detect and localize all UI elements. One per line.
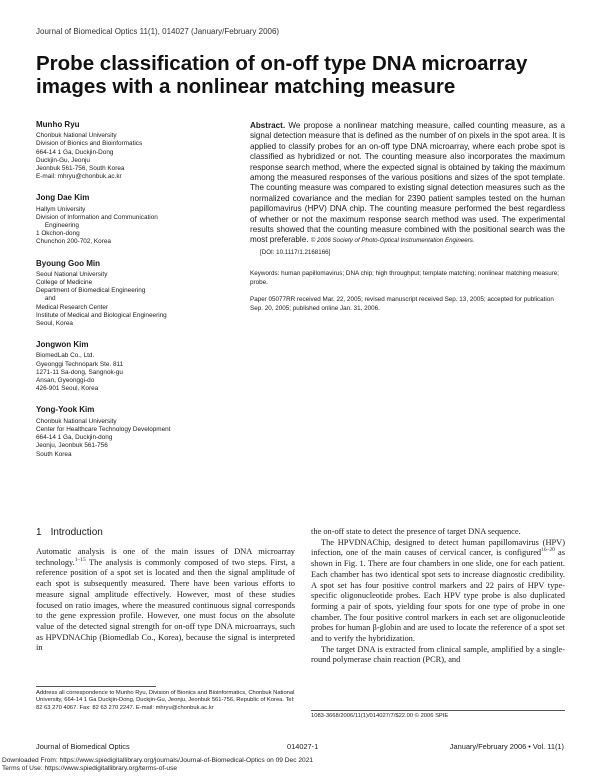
footer-issue: January/February 2006 • Vol. 11(1)	[449, 742, 564, 751]
text-run: The HPVDNAChip, designed to detect human papillomavirus (HPV) infection, one of the main causes of cervical cancer, is configured	[311, 537, 565, 558]
issn-line: 1083-3668/2006/11(1)/014027/7/$22.00 © 2006 SPIE	[311, 713, 449, 719]
affiliation-line: Seoul National University	[36, 270, 108, 278]
affiliation-line: South Korea	[36, 450, 72, 458]
footer-journal: Journal of Biomedical Optics	[36, 742, 130, 751]
text-run: as shown in Fig. 1. There are four chambers in one slide, one for each patient. Each chamber has two identical spot sets to increase diagnostic credibility. A spot set has four positive control markers and 22 pairs of HPV type-specific oligonucleotide probes. Each HPV type probe is also duplicated forming a pair of spots, yielding four spots for one type of probe in one chamber. The four positive control markers in each set are oligonucleotide probes for human β-globin and are used to locate the reference of a spot set and to verify the hybridization.	[311, 548, 565, 644]
author-block	[36, 194, 256, 246]
affiliation-line: Division of Information and Communication	[36, 213, 158, 221]
body-column-right	[311, 527, 565, 666]
affiliation-line: Division of Bionics and Bioinformatics	[36, 140, 143, 148]
abstract-text: We propose a nonlinear matching measure, called counting measure, as a signal detection measure that is defined as the number of on pixels in the spot area. It is applied to classify probes for an on-off type DNA microarray, where each probe spot is classified as hybridized or not. The counting measure also incorporates the maximum response search method, where the expected signal is obtained by taking the maximum among the measured responses of the various positions and sizes of the spot template. The counting measure was compared to existing signal detection measures such as the normalized covariance and the median for 2390 patient samples tested on the human papillomavirus (HPV) DNA chip. The counting measure performed the best regardless of whether or not the maximum response search method was used. The experimental results showed that the counting measure combined with the positional search was the most preferable.	[250, 121, 565, 245]
affiliation-line: 1271-11 Sa-dong, Sangnok-gu	[36, 368, 123, 376]
correspondence-footnote: Address all correspondence to Munho Ryu, Division of Bionics and Bioinformatics, Chonbuk National University, 664-14 1 Ga Duckjin-Dong, Duckjin-Gu, Jeonju, Jeonbuk 561-756, Republic of Korea. Tel: 82 63 270 4067. Fax: 82 63 270 2247. E-mail: mhryu@chonbuk.ac.kr	[36, 690, 295, 711]
text-run: Automatic analysis is one of the main issues of DNA microarray technology.	[36, 547, 295, 567]
paper-history: Paper 05077RR received Mar. 22, 2005; revised manuscript received Sep. 13, 2005; accepted for publication Sep. 20, 2005; published online Jan. 31, 2006.	[250, 296, 554, 312]
affiliation-line: Engineering	[36, 222, 79, 230]
citation-ref[interactable]: 16–20	[541, 547, 555, 554]
footer-page-id: 014027-1	[287, 742, 319, 751]
author-block	[36, 341, 256, 393]
affiliation-line: Gyeonggi Technopark Ste. 811	[36, 360, 124, 368]
abstract-label: Abstract.	[250, 121, 286, 130]
affiliation-line: BiomedLab Co., Ltd.	[36, 352, 95, 360]
download-notice	[2, 757, 313, 773]
text-run: The analysis is commonly composed of two steps. First, a reference position of a spot set is located and then the signal amplitude of each spot is subsequently measured. There have been various efforts to measure signal amplitude effectively. However, most of these studies focused on ratio images, where the measured continuous signal corresponds to the gene expression profile. However, one must focus on the absolute value of the detected signal strength for on-off type DNA microarrays, such as HPVDNAChip (Biomedlab Co., Korea), because the signal is interpreted in	[36, 557, 295, 653]
affiliation-line: Duckjin-Gu, Jeonju	[36, 156, 90, 164]
section-number: 1	[36, 527, 42, 538]
author-name: Munho Ryu	[36, 120, 80, 129]
affiliation-line: Department of Biomedical Engineering	[36, 287, 146, 295]
affiliation-line: and	[36, 295, 56, 303]
keywords: Keywords: human papillomavirus; DNA chip; high throughput; template matching; nonlinear matching measure; probe.	[250, 270, 560, 286]
author-email: E-mail: mhryu@chonbuk.ac.kr	[36, 173, 122, 181]
journal-header: Journal of Biomedical Optics 11(1), 014027 (January/February 2006)	[36, 27, 280, 36]
citation-ref[interactable]: 1–15	[74, 556, 86, 563]
affiliation-line: Seoul, Korea	[36, 320, 73, 328]
affiliation-line: 426-901 Seoul, Korea	[36, 385, 99, 393]
title-line-2: images with a nonlinear matching measure	[36, 75, 456, 98]
title-line-1: Probe classification of on-off type DNA microarray	[36, 52, 528, 75]
affiliation-line: Institute of Medical and Biological Engineering	[36, 311, 167, 319]
download-source-link[interactable]: Downloaded From: https://www.spiedigitallibrary.org/journals/Journal-of-Biomedical-Optics on 09 Dec 2021	[2, 757, 314, 764]
author-name: Yong-Yook Kim	[36, 405, 95, 415]
author-block	[36, 121, 256, 181]
affiliation-line: Jeonbuk 561-756, South Korea	[36, 165, 125, 173]
author-name: Jongwon Kim	[36, 340, 89, 350]
section-title: Introduction	[50, 527, 103, 538]
paper-title	[36, 52, 566, 98]
abstract-copyright: © 2006 Society of Photo-Optical Instrumentation Engineers.	[310, 237, 475, 245]
affiliation-line: 664-14 1 Ga, Duckjin-dong	[36, 434, 113, 442]
body-column-left	[36, 547, 295, 654]
affiliation-line: Hallym University	[36, 205, 86, 213]
affiliation-line: Jeonju, Jeonbuk 561-756	[36, 442, 108, 450]
author-list	[36, 121, 256, 472]
paragraph: The target DNA is extracted from clinical sample, amplified by a single-round polymerase chain reaction (PCR), and	[311, 644, 565, 665]
affiliation-line: Chonbuk National University	[36, 417, 117, 425]
author-block	[36, 406, 256, 458]
footnote-divider	[36, 686, 156, 687]
abstract	[250, 121, 565, 258]
paragraph	[36, 547, 295, 654]
author-block	[36, 260, 256, 329]
issn-divider	[311, 710, 565, 711]
section-heading-introduction	[36, 527, 103, 538]
affiliation-line: 664-14 1 Ga, Duckjin-Dong	[36, 148, 114, 156]
abstract-doi[interactable]: [DOI: 10.1117/1.2168166]	[260, 248, 331, 256]
affiliation-line: Chunchon 200-702, Korea	[36, 238, 111, 246]
terms-of-use-link[interactable]: Terms of Use: https://www.spiedigitallibrary.org/terms-of-use	[2, 765, 178, 772]
affiliation-line: Ansan, Gyeonggi-do	[36, 377, 95, 385]
affiliation-line: Medical Research Center	[36, 303, 109, 311]
author-name: Byoung Goo Min	[36, 258, 100, 268]
affiliation-line: Center for Healthcare Technology Development	[36, 425, 171, 433]
affiliation-line: Chonbuk National University	[36, 132, 117, 140]
author-name: Jong Dae Kim	[36, 193, 90, 203]
affiliation-line: College of Medicine	[36, 279, 93, 287]
paragraph	[311, 538, 565, 645]
paragraph: the on-off state to detect the presence of target DNA sequence.	[311, 527, 521, 536]
affiliation-line: 1 Okchon-dong	[36, 230, 80, 238]
